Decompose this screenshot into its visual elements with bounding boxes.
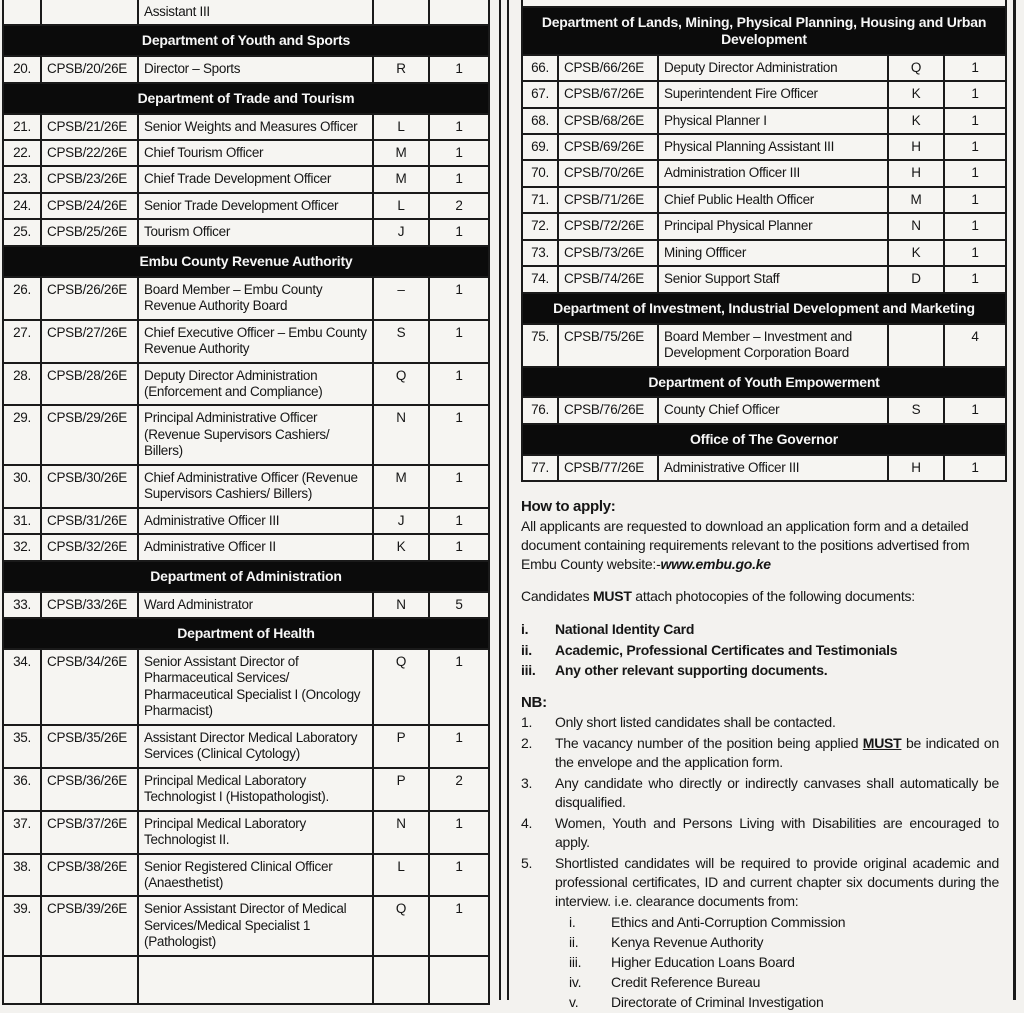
table-row	[4, 0, 488, 26]
list-item-label: iii.	[569, 954, 582, 971]
cell-code: CPSB/29/26E	[42, 406, 139, 463]
department-header	[523, 294, 1005, 325]
nb-item	[521, 774, 999, 812]
nb-item-text: Shortlisted candidates will be required to provide original academic and professional certificates, ID and current chapter six documents during the interview. i.e. clearance documents from:	[555, 855, 999, 910]
department-header	[4, 84, 488, 115]
cell-code: CPSB/38/26E	[42, 855, 139, 896]
cell-group: P	[374, 769, 430, 810]
cell-position: Physical Planning Assistant III	[659, 135, 889, 159]
cell-position: Deputy Director Administration (Enforcement and Compliance)	[139, 364, 374, 405]
cell-no: 72.	[523, 214, 559, 238]
cell-posts: 1	[971, 271, 979, 287]
list-item-label: iv.	[569, 974, 582, 991]
cell-no: 21.	[4, 115, 42, 139]
cell-no: 69.	[523, 135, 559, 159]
cell-no: 70.	[523, 161, 559, 185]
department-header-label: Department of Youth and Sports	[141, 32, 351, 49]
department-header	[4, 619, 488, 650]
cell-code: CPSB/32/26E	[42, 535, 139, 559]
department-header	[523, 368, 1005, 399]
cell-code: CPSB/31/26E	[42, 509, 139, 533]
cell-group: Q	[374, 650, 430, 724]
cell-posts: 1	[455, 539, 463, 555]
cell-no: 24.	[4, 194, 42, 218]
cell-position: Ward Administrator	[139, 593, 374, 617]
cell-posts: 2	[455, 772, 463, 788]
cell-posts: 4	[971, 328, 979, 344]
cell-posts: 1	[971, 402, 979, 418]
cell-position: Board Member – Investment and Development Corporation Board	[659, 325, 889, 366]
cell-group	[374, 0, 430, 24]
table-row	[4, 957, 488, 1003]
cell-no: 22.	[4, 141, 42, 165]
list-item-label: v.	[569, 993, 579, 1010]
cell-no: 74.	[523, 267, 559, 291]
cell-position: Physical Planner I	[659, 109, 889, 133]
cell-code: CPSB/75/26E	[559, 325, 659, 366]
cell-code: CPSB/39/26E	[42, 897, 139, 954]
list-item-text: National Identity Card	[555, 621, 695, 638]
table-row	[4, 141, 488, 167]
department-header	[523, 425, 1005, 456]
left-vacancy-table	[2, 0, 490, 1005]
cell-position: Chief Public Health Officer	[659, 188, 889, 212]
department-header-label: Department of Health	[177, 625, 315, 642]
how-to-apply-heading: How to apply:	[521, 498, 616, 516]
cell-posts: 1	[455, 469, 463, 485]
cell-code: CPSB/33/26E	[42, 593, 139, 617]
cell-group: M	[374, 466, 430, 507]
list-item-label: ii.	[521, 641, 532, 658]
cell-group: K	[889, 82, 945, 106]
nb-item-label: 5.	[521, 855, 533, 872]
table-row	[4, 509, 488, 535]
cell-posts: 1	[455, 281, 463, 297]
cell-group: N	[889, 214, 945, 238]
cell-group: K	[889, 109, 945, 133]
cell-position: Superintendent Fire Officer	[659, 82, 889, 106]
table-row	[523, 161, 1005, 187]
cell-no: 68.	[523, 109, 559, 133]
table-row	[4, 535, 488, 561]
cell-group	[889, 325, 945, 366]
cell-position: Senior Weights and Measures Officer	[139, 115, 374, 139]
list-item-text: Credit Reference Bureau	[611, 974, 761, 991]
cell-position: Principal Medical Laboratory Technologist II.	[139, 812, 374, 853]
cell-group: K	[374, 535, 430, 559]
cell-position: Administrative Officer III	[659, 456, 889, 480]
table-row	[523, 188, 1005, 214]
left-column	[2, 0, 490, 1005]
department-header-label: Embu County Revenue Authority	[139, 252, 353, 269]
cell-code: CPSB/35/26E	[42, 726, 139, 767]
right-column	[521, 0, 1007, 1013]
cell-group: M	[374, 141, 430, 165]
nb-item-text: The vacancy number of the position being applied MUST be indicated on the envelope and the application form.	[555, 735, 999, 771]
cell-no: 25.	[4, 220, 42, 244]
list-item-text: Kenya Revenue Authority	[611, 934, 764, 951]
column-divider-line-2	[507, 0, 509, 1000]
cell-posts: 1	[455, 410, 463, 426]
cell-group	[374, 957, 430, 1003]
cell-group: Q	[889, 56, 945, 80]
cell-posts: 1	[971, 139, 979, 154]
list-item	[521, 640, 999, 660]
cell-no: 35.	[4, 726, 42, 767]
cell-position: Senior Trade Development Officer	[139, 194, 374, 218]
table-row	[523, 56, 1005, 82]
cell-posts: 1	[455, 118, 463, 134]
cell-code: CPSB/21/26E	[42, 115, 139, 139]
cell-no	[4, 0, 42, 24]
cell-position: Administration Officer III	[659, 161, 889, 185]
list-item-label: i.	[521, 621, 529, 638]
table-row	[4, 194, 488, 220]
cell-no: 33.	[4, 593, 42, 617]
table-row	[4, 897, 488, 956]
department-header	[4, 562, 488, 593]
cell-posts: 1	[971, 59, 979, 75]
cell-group: L	[374, 855, 430, 896]
cell-no: 31.	[4, 509, 42, 533]
cell-group: R	[374, 57, 430, 81]
cell-no: 38.	[4, 855, 42, 896]
cell-no: 39.	[4, 897, 42, 954]
cell-no	[4, 957, 42, 1003]
cell-posts: 1	[455, 815, 463, 831]
cell-posts: 1	[971, 191, 979, 207]
nb-item-text: Only short listed candidates shall be contacted.	[555, 714, 836, 731]
cell-posts: 1	[455, 224, 463, 240]
cell-code: CPSB/66/26E	[559, 56, 659, 80]
cell-position: Mining Offficer	[659, 241, 889, 265]
cell-code: CPSB/26/26E	[42, 278, 139, 319]
nb-item	[521, 713, 999, 732]
cell-posts: 1	[455, 324, 463, 340]
clearance-documents-list	[569, 913, 999, 1012]
cell-posts	[430, 0, 488, 24]
cell-position: Assistant Director Medical Laboratory Services (Clinical Cytology)	[139, 726, 374, 767]
cell-posts: 1	[971, 112, 979, 128]
apply-paragraph-text: All applicants are requested to download an application form and a detailed document containing requirements relevant to the positions advertised from Embu County website:-	[521, 518, 970, 573]
cell-position: Principal Medical Laboratory Technologist I (Histopathologist).	[139, 769, 374, 810]
cell-code: CPSB/25/26E	[42, 220, 139, 244]
table-row	[523, 214, 1005, 240]
cell-group: Q	[374, 897, 430, 954]
cell-code: CPSB/24/26E	[42, 194, 139, 218]
list-item-text: Academic, Professional Certificates and Testimonials	[555, 641, 898, 658]
cell-no: 28.	[4, 364, 42, 405]
department-header-label: Office of The Governor	[689, 430, 839, 447]
cell-posts: 1	[455, 145, 463, 160]
cell-group: J	[374, 220, 430, 244]
nb-item-label: 2.	[521, 735, 533, 752]
table-row	[4, 726, 488, 769]
list-item	[569, 953, 999, 973]
right-edge-rule	[1013, 0, 1016, 1000]
cell-code: CPSB/36/26E	[42, 769, 139, 810]
table-row	[4, 321, 488, 364]
table-row	[4, 855, 488, 898]
cell-code: CPSB/37/26E	[42, 812, 139, 853]
list-item-text: Directorate of Criminal Investigation	[611, 993, 824, 1010]
cell-code: CPSB/73/26E	[559, 241, 659, 265]
cell-code: CPSB/74/26E	[559, 267, 659, 291]
cell-posts: 1	[455, 858, 463, 874]
cell-no: 20.	[4, 57, 42, 81]
table-row	[523, 135, 1005, 161]
column-divider-line-1	[499, 0, 501, 1000]
cell-posts: 1	[971, 459, 979, 475]
cell-position: Chief Administrative Officer (Revenue Supervisors Cashiers/ Billers)	[139, 466, 374, 507]
nb-item-label: 3.	[521, 775, 533, 792]
cell-no: 26.	[4, 278, 42, 319]
cell-code: CPSB/76/26E	[559, 398, 659, 422]
cell-code	[42, 0, 139, 24]
how-to-apply-section	[521, 498, 1007, 1013]
department-header-label: Department of Investment, Industrial Development and Marketing	[553, 299, 975, 316]
cell-position: Senior Registered Clinical Officer (Anaesthetist)	[139, 855, 374, 896]
nb-item-label: 4.	[521, 815, 533, 832]
cell-group: L	[374, 194, 430, 218]
cell-group: M	[889, 188, 945, 212]
list-item-label: ii.	[569, 934, 579, 951]
cell-posts: 5	[455, 596, 463, 612]
cell-no: 29.	[4, 406, 42, 463]
cell-group: S	[374, 321, 430, 362]
cell-group: S	[889, 398, 945, 422]
table-row	[4, 466, 488, 509]
cell-position: Chief Tourism Officer	[139, 141, 374, 165]
cell-posts	[430, 957, 488, 1003]
cell-no: 66.	[523, 56, 559, 80]
cell-position: Principal Physical Planner	[659, 214, 889, 238]
candidates-must-emphasis: MUST	[592, 588, 632, 605]
list-item-text: Higher Education Loans Board	[611, 954, 795, 971]
cell-position	[139, 957, 374, 1003]
list-item-text: Ethics and Anti-Corruption Commission	[611, 914, 846, 931]
department-header-label: Department of Youth Empowerment	[648, 373, 880, 390]
table-row	[4, 593, 488, 619]
cell-code: CPSB/34/26E	[42, 650, 139, 724]
list-item	[521, 660, 999, 680]
list-item	[569, 913, 999, 933]
cell-code: CPSB/77/26E	[559, 456, 659, 480]
cell-code: CPSB/23/26E	[42, 167, 139, 191]
cell-position: Administrative Officer II	[139, 535, 374, 559]
cell-posts: 1	[455, 512, 463, 528]
cell-code: CPSB/30/26E	[42, 466, 139, 507]
cell-code: CPSB/70/26E	[559, 161, 659, 185]
cell-group: H	[889, 135, 945, 159]
cell-code: CPSB/27/26E	[42, 321, 139, 362]
cell-group: P	[374, 726, 430, 767]
cell-no: 34.	[4, 650, 42, 724]
cell-position: Senior Support Staff	[659, 267, 889, 291]
cell-position: Senior Assistant Director of Medical Services/Medical Specialist 1 (Pathologist)	[139, 897, 374, 954]
nb-item	[521, 854, 999, 911]
table-row	[4, 57, 488, 83]
table-row	[4, 167, 488, 193]
list-item	[569, 933, 999, 953]
cell-group: Q	[374, 364, 430, 405]
list-item-label: i.	[569, 914, 576, 931]
cell-posts: 1	[971, 86, 979, 102]
department-header-label: Department of Lands, Mining, Physical Planning, Housing and Urban Development	[541, 14, 987, 47]
cell-group: H	[889, 456, 945, 480]
table-row	[523, 398, 1005, 424]
cell-posts: 1	[455, 61, 463, 77]
cell-code: CPSB/22/26E	[42, 141, 139, 165]
cell-group: M	[374, 167, 430, 191]
cell-group: –	[374, 278, 430, 319]
department-header	[523, 8, 1005, 56]
cell-no: 37.	[4, 812, 42, 853]
table-row	[4, 278, 488, 321]
department-header	[4, 247, 488, 278]
cell-no: 67.	[523, 82, 559, 106]
table-row	[4, 650, 488, 726]
nb-item-label: 1.	[521, 714, 533, 731]
department-header-label: Department of Trade and Tourism	[137, 89, 355, 106]
table-row	[4, 812, 488, 855]
cell-position: County Chief Officer	[659, 398, 889, 422]
cell-no: 77.	[523, 456, 559, 480]
cell-posts: 1	[455, 367, 463, 383]
cell-no: 75.	[523, 325, 559, 366]
required-documents-list	[521, 619, 999, 680]
cell-posts: 1	[971, 244, 979, 260]
list-item-label: iii.	[521, 661, 536, 678]
table-row	[4, 406, 488, 465]
nb-item	[521, 814, 999, 852]
table-row	[523, 241, 1005, 267]
cell-code: CPSB/68/26E	[559, 109, 659, 133]
table-row	[4, 220, 488, 246]
cell-no: 36.	[4, 769, 42, 810]
table-row	[4, 364, 488, 407]
right-vacancy-table	[521, 0, 1007, 482]
cell-position: Board Member – Embu County Revenue Authority Board	[139, 278, 374, 319]
cell-code: CPSB/20/26E	[42, 57, 139, 81]
table-row	[523, 456, 1005, 480]
cell-code: CPSB/67/26E	[559, 82, 659, 106]
cell-posts: 2	[455, 197, 463, 213]
department-header-label: Department of Administration	[150, 567, 342, 584]
list-item	[569, 993, 999, 1013]
cell-position: Administrative Officer III	[139, 509, 374, 533]
nb-heading: NB:	[521, 694, 547, 712]
cell-posts: 1	[971, 165, 979, 181]
cell-no: 30.	[4, 466, 42, 507]
cell-position: Chief Trade Development Officer	[139, 167, 374, 191]
table-row	[4, 115, 488, 141]
how-to-apply-paragraph	[521, 517, 999, 574]
cell-posts: 1	[455, 653, 463, 669]
table-row	[523, 267, 1005, 293]
cell-no: 27.	[4, 321, 42, 362]
table-row	[523, 82, 1005, 108]
website-url: www.embu.go.ke	[660, 556, 771, 573]
list-item	[569, 973, 999, 993]
cell-code: CPSB/28/26E	[42, 364, 139, 405]
cell-group: N	[374, 593, 430, 617]
partial-row	[523, 0, 1005, 8]
nb-item-text: Any candidate who directly or indirectly canvases shall automatically be disqualified.	[555, 775, 999, 811]
cell-position: Director – Sports	[139, 57, 374, 81]
list-item	[521, 619, 999, 639]
cell-no: 23.	[4, 167, 42, 191]
cell-code: CPSB/72/26E	[559, 214, 659, 238]
cell-position: Tourism Officer	[139, 220, 374, 244]
list-item-text: Any other relevant supporting documents.	[555, 661, 828, 678]
cell-group: H	[889, 161, 945, 185]
cell-no: 73.	[523, 241, 559, 265]
cell-code: CPSB/71/26E	[559, 188, 659, 212]
department-header	[4, 26, 488, 57]
nb-item	[521, 734, 999, 772]
cell-group: L	[374, 115, 430, 139]
cell-position: Assistant III	[139, 0, 374, 24]
cell-position: Deputy Director Administration	[659, 56, 889, 80]
cell-position: Principal Administrative Officer (Revenue Supervisors Cashiers/ Billers)	[139, 406, 374, 463]
table-row	[523, 109, 1005, 135]
table-row	[523, 325, 1005, 368]
candidates-text-pre: Candidates	[521, 588, 593, 605]
cell-no: 76.	[523, 398, 559, 422]
cell-group: J	[374, 509, 430, 533]
cell-group: K	[889, 241, 945, 265]
cell-posts: 1	[455, 729, 463, 745]
cell-posts: 1	[971, 218, 979, 234]
cell-no: 32.	[4, 535, 42, 559]
table-row	[4, 769, 488, 812]
cell-no: 71.	[523, 188, 559, 212]
cell-group: D	[889, 267, 945, 291]
cell-group: N	[374, 406, 430, 463]
cell-code: CPSB/69/26E	[559, 135, 659, 159]
cell-posts: 1	[455, 901, 463, 917]
cell-group: N	[374, 812, 430, 853]
cell-position: Senior Assistant Director of Pharmaceutical Services/ Pharmaceutical Specialist I (Oncology Pharmacist)	[139, 650, 374, 724]
cell-position: Chief Executive Officer – Embu County Revenue Authority	[139, 321, 374, 362]
nb-item-text: Women, Youth and Persons Living with Disabilities are encouraged to apply.	[555, 815, 999, 851]
candidates-text-post: attach photocopies of the following documents:	[631, 588, 915, 605]
cell-posts: 1	[455, 171, 463, 187]
cell-code	[42, 957, 139, 1003]
candidates-must-line	[521, 587, 999, 606]
